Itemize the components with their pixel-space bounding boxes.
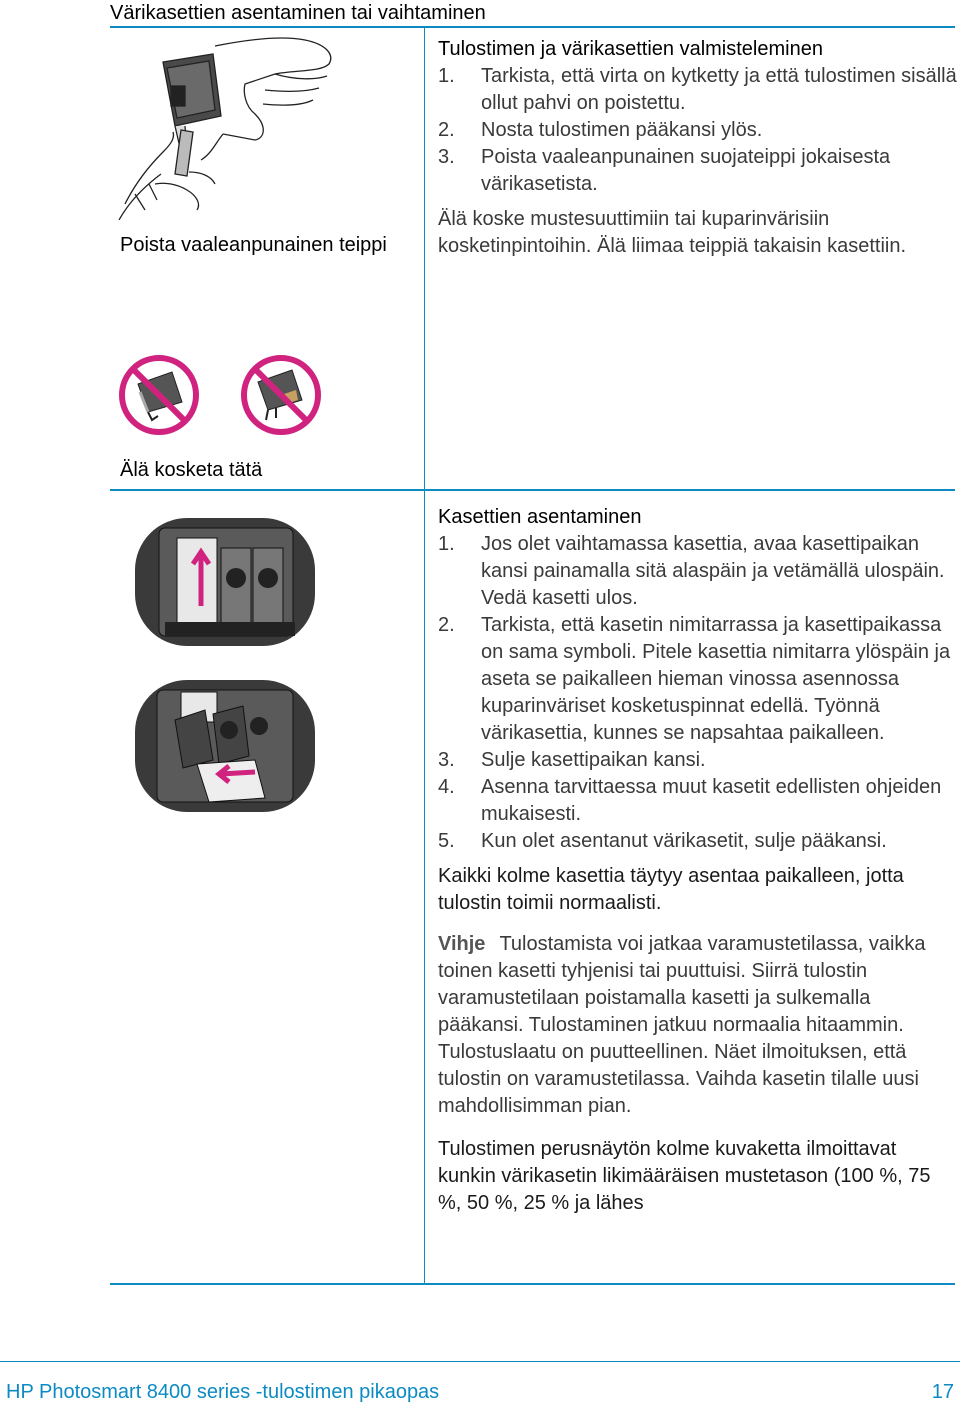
- footer-title: HP Photosmart 8400 series -tulostimen pikaopas: [6, 1381, 440, 1403]
- no-touch-contacts-icon: [240, 354, 322, 436]
- prep-step: 3. Poista vaaleanpunainen suojateippi jokaisesta värikasetista.: [438, 146, 891, 195]
- install-step: 2. Tarkista, että kasetin nimitarrassa ja kasettipaikassa on sama symboli. Pitele kasettia nimitarra ylöspäin ja aseta se paikalleen hieman vinossa asennossa kuparinväriset kosketuspinnat edellä. Työnnä värikasettia, kunnes se napsahtaa paikalleen.: [438, 614, 951, 744]
- figure2-caption: Älä kosketa tätä: [120, 459, 263, 481]
- prep-step: 1. Tarkista, että virta on kytketty ja että tulostimen sisällä ollut pahvi on poistettu.: [438, 65, 957, 114]
- install-step: 1. Jos olet vaihtamassa kasettia, avaa kasettipaikan kansi painamalla sitä alaspäin ja vetämällä ulospäin. Vedä kasetti ulos.: [438, 533, 945, 609]
- install-step: 5. Kun olet asentanut värikasetit, sulje pääkansi.: [438, 830, 887, 852]
- install-step: 4. Asenna tarvittaessa muut kasetit edellisten ohjeiden mukaisesti.: [438, 776, 942, 825]
- prep-step: 2. Nosta tulostimen pääkansi ylös.: [438, 119, 763, 141]
- column-divider: [424, 28, 425, 1284]
- install-heading: Kasettien asentaminen: [438, 506, 642, 528]
- open-slot-illustration: [135, 518, 315, 646]
- prep-steps: [438, 63, 958, 198]
- insert-cartridge-illustration: [135, 680, 315, 812]
- bottom-divider: [110, 1283, 955, 1285]
- footer-divider: [0, 1361, 960, 1362]
- remove-tape-illustration: [115, 34, 415, 220]
- install-steps: [438, 531, 958, 855]
- no-touch-nozzles-icon: [118, 354, 200, 436]
- prep-heading: Tulostimen ja värikasettien valmisteleminen: [438, 38, 823, 60]
- tip-note: Vihje Tulostamista voi jatkaa varamustetilassa, vaikka toinen kasetti tyhjenisi tai puuttuisi. Siirrä tulostin varamustetilaan poistamalla kasetti ja sulkemalla pääkansi. Tulostaminen jatkuu normaalia hitaammin. Tulostuslaatu on puutteellinen. Näet ilmoituksen, että tulostin on varamustetilassa. Vaihda kasetin tilalle uusi mahdollisimman pian.: [438, 933, 926, 1117]
- top-divider: [110, 26, 955, 28]
- tip-label: Vihje: [438, 933, 486, 955]
- all-three-note: Kaikki kolme kasettia täytyy asentaa paikalleen, jotta tulostin toimii normaalisti.: [438, 865, 904, 914]
- figure1-caption: Poista vaaleanpunainen teippi: [120, 234, 387, 256]
- page-number: 17: [931, 1381, 954, 1403]
- prep-warning: Älä koske mustesuuttimiin tai kuparinvärisiin kosketinpintoihin. Älä liimaa teippiä takaisin kasettiin.: [438, 208, 907, 257]
- middle-divider: [110, 489, 955, 491]
- install-step: 3. Sulje kasettipaikan kansi.: [438, 749, 706, 771]
- ink-levels-note: Tulostimen perusnäytön kolme kuvaketta ilmoittavat kunkin värikasetin likimääräisen mustetason (100 %, 75 %, 50 %, 25 % ja lähes: [438, 1138, 931, 1214]
- section-title: Värikasettien asentaminen tai vaihtaminen: [110, 2, 486, 24]
